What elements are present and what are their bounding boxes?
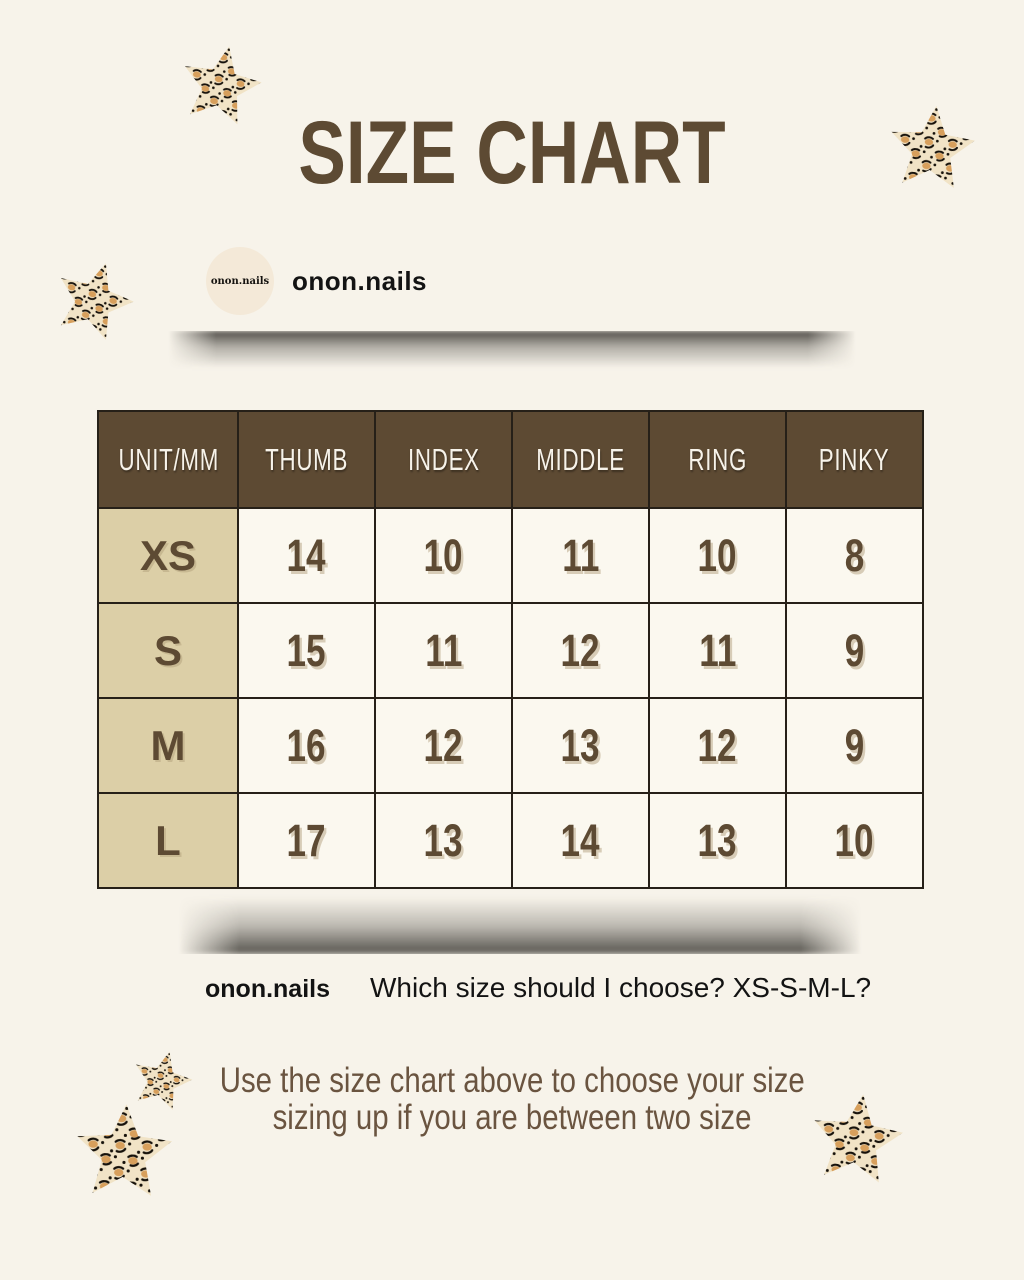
- table-row-xs: [98, 508, 923, 603]
- footer-line-2: sizing up if you are between two size: [272, 1098, 752, 1137]
- value-cell: 12: [512, 603, 649, 698]
- brand-handle: onon.nails: [292, 266, 427, 296]
- value-cell: 14: [238, 508, 375, 603]
- size-table: [97, 410, 924, 889]
- table-drop-shadow: [178, 888, 862, 954]
- page-title: [0, 102, 1024, 202]
- row-label-l: L: [98, 793, 238, 888]
- footer-line-1: Use the size chart above to choose your size: [219, 1061, 805, 1100]
- value-cell: 8: [786, 508, 923, 603]
- qa-question: Which size should I choose? XS-S-M-L?: [370, 972, 872, 1003]
- header-cell-index: INDEX: [375, 411, 512, 508]
- value-cell: 10: [649, 508, 786, 603]
- value-cell: 12: [649, 698, 786, 793]
- value-cell: 11: [512, 508, 649, 603]
- value-cell: 13: [375, 793, 512, 888]
- table-row-m: [98, 698, 923, 793]
- value-cell: 10: [786, 793, 923, 888]
- value-cell: 13: [512, 698, 649, 793]
- header-cell-middle: MIDDLE: [512, 411, 649, 508]
- qa-handle: onon.nails: [205, 975, 330, 1003]
- table-row-l: [98, 793, 923, 888]
- value-cell: 15: [238, 603, 375, 698]
- table-row-s: [98, 603, 923, 698]
- value-cell: 9: [786, 698, 923, 793]
- value-cell: 10: [375, 508, 512, 603]
- leopard-star-icon: [41, 247, 147, 353]
- value-cell: 16: [238, 698, 375, 793]
- row-label-xs: XS: [98, 508, 238, 603]
- question-row: [205, 972, 885, 1004]
- value-cell: 12: [375, 698, 512, 793]
- value-cell: 17: [238, 793, 375, 888]
- header-cell-thumb: THUMB: [238, 411, 375, 508]
- value-cell: 13: [649, 793, 786, 888]
- footer-note: [0, 1062, 1024, 1136]
- avatar-label: onon.nails: [210, 275, 270, 287]
- value-cell: 14: [512, 793, 649, 888]
- row-label-m: M: [98, 698, 238, 793]
- value-cell: 9: [786, 603, 923, 698]
- row-label-s: S: [98, 603, 238, 698]
- page-title-text: SIZE CHART: [298, 102, 726, 202]
- header-drop-shadow: [168, 331, 856, 373]
- header-cell-ring: RING: [649, 411, 786, 508]
- value-cell: 11: [375, 603, 512, 698]
- table-header-row: [98, 411, 923, 508]
- header-cell-unit: UNIT/MM: [98, 411, 238, 508]
- avatar: [206, 247, 274, 315]
- value-cell: 11: [649, 603, 786, 698]
- header-cell-pinky: PINKY: [786, 411, 923, 508]
